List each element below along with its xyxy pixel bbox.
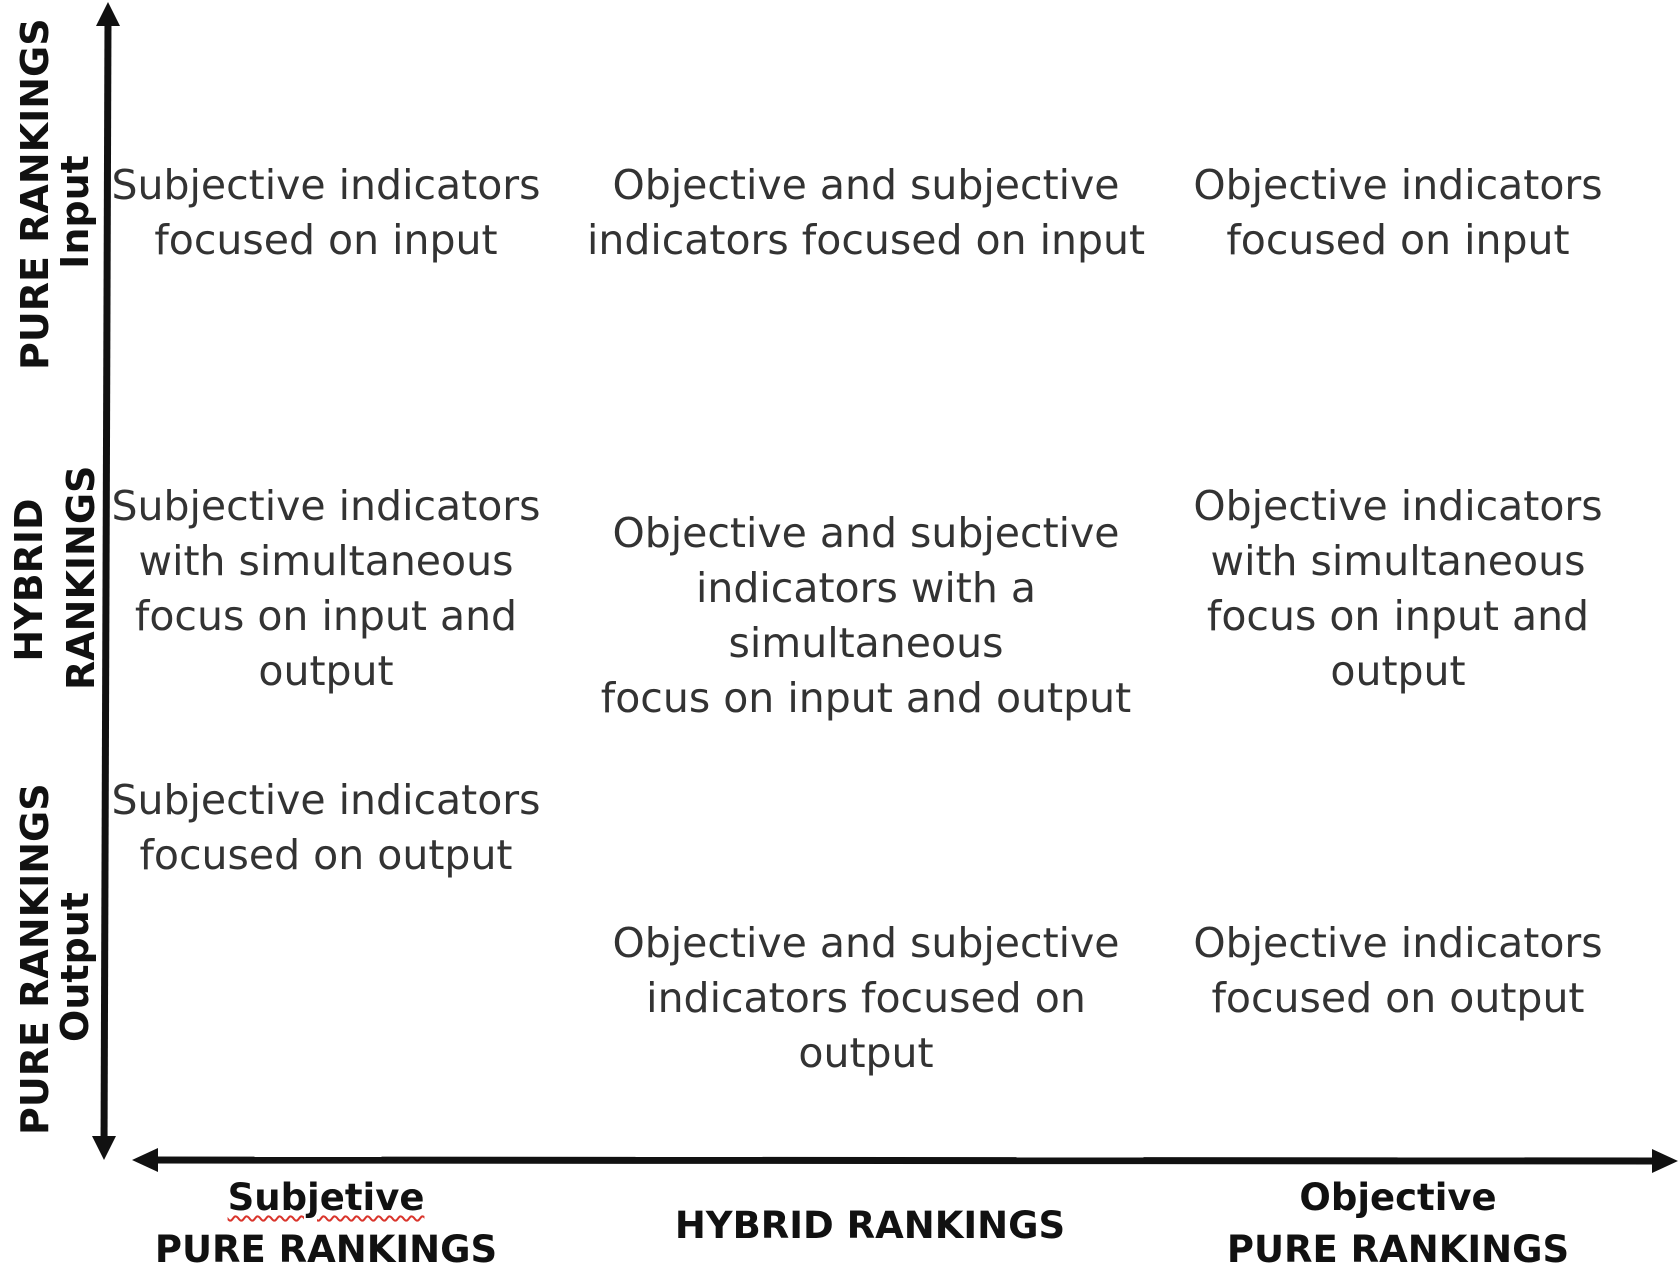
arrow-down-icon [92, 1136, 116, 1160]
x-label-subjective [126, 1172, 526, 1276]
cell-objective-input: Objective indicators focused on input [1193, 161, 1603, 264]
y-label-output: Output [53, 892, 97, 1042]
cell-subjective-input: Subjective indicators focused on input [111, 161, 541, 264]
cell-subjective-hybrid: Subjective indicators with simultaneous focus on input and output [111, 482, 541, 695]
x-label-objective [1198, 1172, 1598, 1276]
y-label-input: Input [53, 155, 97, 269]
cell-subjective-output: Subjective indicators focused on output [111, 776, 541, 879]
cell-objective-output: Objective indicators focused on output [1193, 919, 1603, 1022]
arrow-up-icon [96, 2, 120, 26]
x-label-subjective-pure-rankings: PURE RANKINGS [154, 1228, 498, 1271]
cell-hybrid-input: Objective and subjective indicators focused on input [586, 161, 1146, 264]
x-label-objective-word: Objective [1299, 1176, 1497, 1219]
horizontal-axis-line [145, 1160, 1662, 1161]
x-label-hybrid-rankings: HYBRID RANKINGS [674, 1204, 1066, 1247]
y-label-top-pure-rankings: PURE RANKINGS [13, 18, 57, 370]
x-label-subjetive-word: Subjetive [227, 1176, 425, 1219]
arrow-left-icon [132, 1148, 158, 1172]
cell-objective-hybrid: Objective indicators with simultaneous focus on input and output [1193, 482, 1603, 695]
y-label-hybrid-line2: RANKINGS [59, 465, 103, 690]
cell-hybrid-hybrid: Objective and subjective indicators with a simultaneous focus on input and output [600, 509, 1132, 722]
y-label-bottom-pure-rankings: PURE RANKINGS [13, 783, 57, 1135]
x-label-objective-pure-rankings: PURE RANKINGS [1226, 1228, 1570, 1271]
cell-hybrid-output: Objective and subjective indicators focused on output [612, 919, 1120, 1077]
arrow-right-icon [1652, 1149, 1678, 1173]
y-label-hybrid-line1: HYBRID [7, 498, 51, 662]
